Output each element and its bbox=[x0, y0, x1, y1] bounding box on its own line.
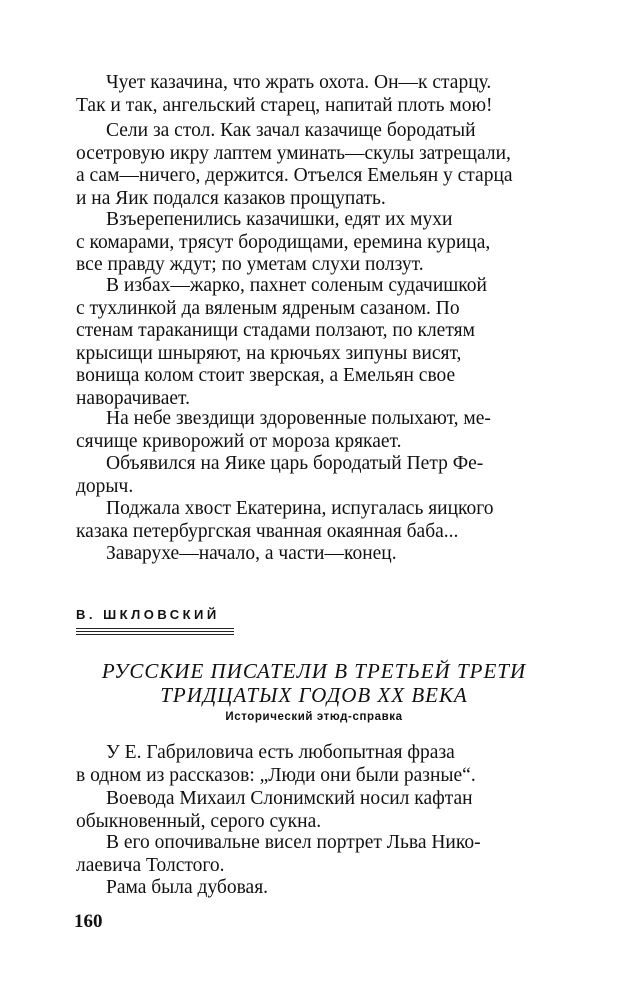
paragraph-line: сячище криворожий от мороза крякает. bbox=[76, 430, 402, 452]
article-title-line-1: РУССКИЕ ПИСАТЕЛИ В ТРЕТЬЕЙ ТРЕТИ bbox=[101, 659, 527, 683]
paragraph-line: вонища колом стоит зверская, а Емельян свое bbox=[76, 365, 456, 386]
paragraph-line: Чует казачина, что жрать охота. Он—к старцу. bbox=[106, 72, 492, 93]
paragraph-line: осетровую икру лаптем уминать—скулы затрещали, bbox=[76, 142, 511, 164]
article-subtitle: Исторический этюд-справка bbox=[225, 711, 403, 723]
paragraph-line: Так и так, ангельский старец, напитай плоть мою! bbox=[76, 94, 493, 116]
paragraph bbox=[76, 72, 552, 117]
article-title-line-2: ТРИДЦАТЫХ ГОДОВ XX ВЕКА bbox=[160, 683, 468, 707]
paragraph-line: обыкновенный, серого сукна. bbox=[76, 810, 322, 832]
paragraph-line: дорыч. bbox=[76, 475, 134, 497]
paragraph-line: все правду ждут; по уметам слухи ползут. bbox=[76, 254, 424, 275]
paragraph-line: Рама была дубовая. bbox=[106, 877, 269, 898]
paragraph-line: В избах—жарко, пахнет соленым судачишкой bbox=[106, 275, 487, 296]
paragraph-line: а сам—ничего, держится. Отъелся Емельян у старца bbox=[76, 165, 513, 186]
paragraph-line: В его опочивальне висел портрет Льва Нико- bbox=[106, 832, 481, 853]
paragraph-line: стенам тараканищи стадами ползают, по клетям bbox=[76, 320, 475, 341]
paragraph-line: с тухлинкой да вяленым ядреным сазаном. По bbox=[76, 297, 460, 319]
paragraph bbox=[76, 408, 552, 453]
paragraph bbox=[76, 120, 552, 210]
paragraph-line: На небе звездищи здоровенные полыхают, ме- bbox=[106, 408, 491, 429]
paragraph bbox=[76, 543, 552, 566]
paragraph-line: У Е. Габриловича есть любопытная фраза bbox=[106, 742, 455, 763]
paragraph-line: казака петербургская чванная окаянная баба... bbox=[76, 520, 459, 542]
paragraph-line: с комарами, трясут бородищами, еремина курица, bbox=[76, 231, 491, 253]
paragraph bbox=[76, 832, 552, 877]
paragraph-line: лаевича Толстого. bbox=[76, 854, 225, 876]
paragraph-line: Воевода Михаил Слонимский носил кафтан bbox=[106, 788, 473, 809]
paragraph bbox=[76, 788, 552, 833]
paragraph bbox=[76, 877, 552, 900]
author-rule bbox=[76, 628, 234, 637]
paragraph bbox=[76, 275, 552, 410]
page-number: 160 bbox=[74, 911, 103, 932]
paragraph-line: крысищи шныряют, на крючьях зипуны висят, bbox=[76, 342, 462, 364]
author-name: В. ШКЛОВСКИЙ bbox=[76, 607, 220, 622]
paragraph bbox=[76, 742, 552, 787]
paragraph-line: Объявился на Яике царь бородатый Петр Фе- bbox=[106, 453, 484, 474]
paragraph-line: Взъерепенились казачишки, едят их мухи bbox=[106, 209, 453, 230]
paragraph bbox=[76, 209, 552, 277]
paragraph bbox=[76, 498, 552, 543]
paragraph-line: наворачивает. bbox=[76, 387, 190, 409]
paragraph-line: Поджала хвост Екатерина, испугалась яицкого bbox=[106, 498, 494, 519]
paragraph-line: Сели за стол. Как зачал казачище бородатый bbox=[106, 120, 476, 141]
paragraph-line: и на Яик подался казаков прощупать. bbox=[76, 187, 386, 209]
paragraph bbox=[76, 453, 552, 498]
paragraph-line: Заварухе—начало, а части—конец. bbox=[106, 543, 397, 564]
paragraph-line: в одном из рассказов: „Люди они были разные“. bbox=[76, 764, 476, 786]
